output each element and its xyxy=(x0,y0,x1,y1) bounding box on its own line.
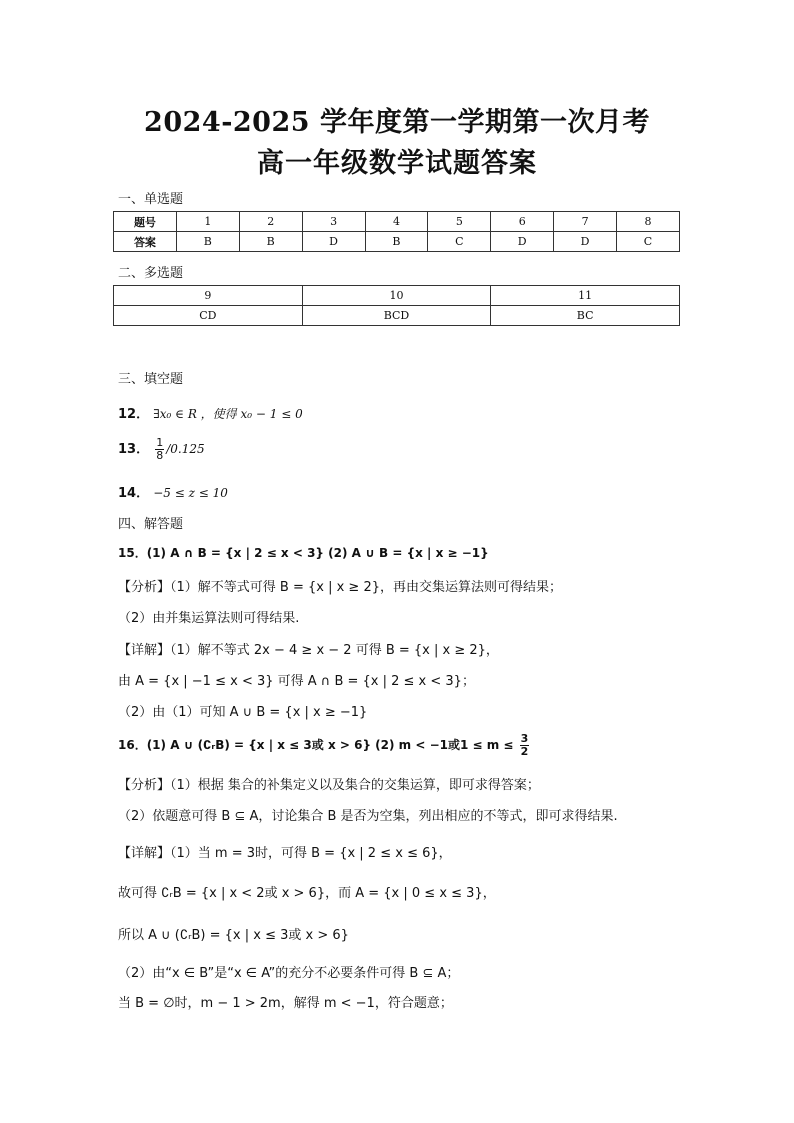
question-number: 12． xyxy=(118,407,150,422)
table-cell: 8 xyxy=(617,212,680,232)
answer-15-summary: 15．(1) A ∩ B = {x | 2 ≤ x < 3} (2) A ∪ B = {x | x ≥ −1} xyxy=(118,546,489,560)
fraction-denominator: 8 xyxy=(156,449,164,462)
fraction-denominator: 2 xyxy=(520,745,529,758)
fraction xyxy=(155,437,164,462)
answer-15-detail-3: （2）由（1）可知 A ∪ B = {x | x ≥ −1} xyxy=(118,705,368,720)
table-cell: 1 xyxy=(176,212,239,232)
single-choice-table xyxy=(113,211,680,252)
answer-16-detail-2: 故可得 ∁ᵣB = {x | x < 2或 x > 6}，而 A = {x | 0 ≤ x ≤ 3}， xyxy=(118,886,496,901)
answer-15-detail-2: 由 A = {x | −1 ≤ x < 3} 可得 A ∩ B = {x | 2 ≤ x < 3}； xyxy=(118,674,475,689)
answer-15-analysis-1: 【分析】（1）解不等式可得 B = {x | x ≥ 2}，再由交集运算法则可得结果； xyxy=(118,580,562,595)
page-title-line1: 2024-2025 学年度第一学期第一次月考 xyxy=(144,107,650,138)
table-cell: D xyxy=(302,232,365,252)
answer-16-detail-4: （2）由“x ∈ B”是“x ∈ A”的充分不必要条件可得 B ⊆ A； xyxy=(118,966,460,981)
table-cell: 9 xyxy=(114,286,303,306)
answer-16-text: 16．(1) A ∪ (∁ᵣB) = {x | x ≤ 3或 x > 6} (2) m < −1或1 ≤ m ≤ xyxy=(118,738,514,752)
table-cell: C xyxy=(428,232,491,252)
section1-heading: 一、单选题 xyxy=(118,192,184,207)
table-cell: B xyxy=(365,232,428,252)
question-number: 13． xyxy=(118,442,150,457)
answer-16-analysis-1: 【分析】（1）根据 集合的补集定义以及集合的交集运算，即可求得答案； xyxy=(118,778,540,793)
section2-heading: 二、多选题 xyxy=(118,266,184,281)
table-cell: 6 xyxy=(491,212,554,232)
answer-16-detail-5: 当 B = ∅时，m − 1 > 2m，解得 m < −1，符合题意； xyxy=(118,996,453,1011)
answer-15-detail-1: 【详解】（1）解不等式 2x − 4 ≥ x − 2 可得 B = {x | x ≥ 2}， xyxy=(118,643,499,658)
table-cell: CD xyxy=(114,306,303,326)
table-header-cell: 答案 xyxy=(114,232,177,252)
answer-text: ∃x₀ ∈ R ，使得 x₀ − 1 ≤ 0 xyxy=(153,407,303,421)
table-cell: 7 xyxy=(554,212,617,232)
fraction xyxy=(520,733,530,758)
page-title-line2: 高一年级数学试题答案 xyxy=(257,148,537,179)
question-number: 14． xyxy=(118,486,150,501)
answer-16-analysis-2: （2）依题意可得 B ⊆ A，讨论集合 B 是否为空集，列出相应的不等式，即可求得结果. xyxy=(118,809,618,824)
answer-text: −5 ≤ z ≤ 10 xyxy=(153,486,228,500)
table-cell: 2 xyxy=(239,212,302,232)
table-cell: C xyxy=(617,232,680,252)
table-header-cell: 题号 xyxy=(114,212,177,232)
section4-heading: 四、解答题 xyxy=(118,517,184,532)
table-row xyxy=(114,232,680,252)
table-cell: 11 xyxy=(491,286,680,306)
table-row xyxy=(114,286,680,306)
table-cell: BCD xyxy=(302,306,491,326)
answer-15-analysis-2: （2）由并集运算法则可得结果. xyxy=(118,611,300,626)
table-cell: D xyxy=(491,232,554,252)
table-cell: B xyxy=(239,232,302,252)
answer-16-detail-3: 所以 A ∪ (∁ᵣB) = {x | x ≤ 3或 x > 6} xyxy=(118,928,349,943)
table-cell: 4 xyxy=(365,212,428,232)
answer-12 xyxy=(118,403,303,422)
answer-14 xyxy=(118,482,228,501)
table-cell: 3 xyxy=(302,212,365,232)
section3-heading: 三、填空题 xyxy=(118,372,184,387)
fraction-numerator: 1 xyxy=(156,436,164,449)
answer-13 xyxy=(118,437,205,462)
table-cell: BC xyxy=(491,306,680,326)
table-row xyxy=(114,306,680,326)
table-cell: D xyxy=(554,232,617,252)
table-cell: B xyxy=(176,232,239,252)
fraction-numerator: 3 xyxy=(520,732,529,745)
answer-text: /0.125 xyxy=(166,442,205,456)
multi-choice-table xyxy=(113,285,680,326)
table-cell: 5 xyxy=(428,212,491,232)
answer-16-summary xyxy=(118,733,531,758)
answer-16-detail-1: 【详解】（1）当 m = 3时，可得 B = {x | 2 ≤ x ≤ 6}， xyxy=(118,846,452,861)
table-row xyxy=(114,212,680,232)
table-cell: 10 xyxy=(302,286,491,306)
